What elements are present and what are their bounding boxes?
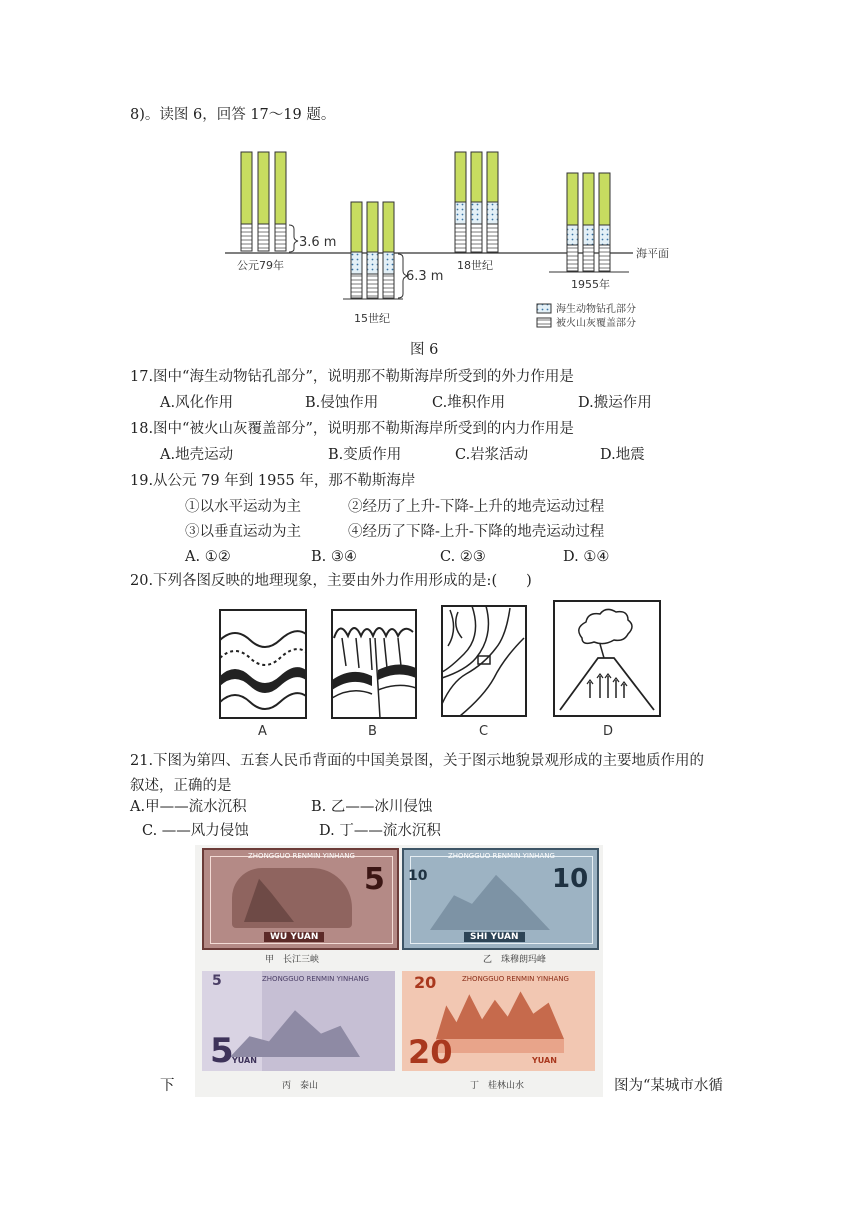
column-label-79ad: 公元79年 xyxy=(237,259,284,272)
q19-statement-3: ③以垂直运动为主 xyxy=(185,524,301,540)
column-group-18c xyxy=(455,152,498,272)
q19-option-b: B. ③④ xyxy=(311,549,357,565)
banknote-yi xyxy=(402,848,599,950)
height-label-6-3m: 6.3 m xyxy=(406,269,444,284)
bill-bing-footer: YUAN xyxy=(232,1056,257,1065)
figure-6-legend xyxy=(537,302,636,329)
bill-bing-numeral: 5 xyxy=(210,1031,234,1071)
q20-panel-d xyxy=(554,601,660,738)
bill-yi-numeral-small: 10 xyxy=(408,868,428,884)
bill-jia-header: ZHONGGUO RENMIN YINHANG xyxy=(248,852,355,860)
q21-option-b: B. 乙——冰川侵蚀 xyxy=(311,799,433,815)
q20-label-a: A xyxy=(258,724,267,738)
legend-label-ash: 被火山灰覆盖部分 xyxy=(556,318,636,329)
intro-line: 8)。读图 6，回答 17～19 题。 xyxy=(130,107,336,123)
q17-option-d: D.搬运作用 xyxy=(578,395,652,411)
question-17-stem: 17.图中“海生动物钻孔部分”，说明那不勒斯海岸所受到的外力作用是 xyxy=(130,369,574,385)
bill-yi-footer: SHI YUAN xyxy=(464,932,525,942)
bill-ding-header: ZHONGGUO RENMIN YINHANG xyxy=(462,975,569,983)
bill-ding-footer: YUAN xyxy=(532,1056,557,1065)
column-group-79ad xyxy=(237,152,336,272)
bill-ding-caption: 丁 桂林山水 xyxy=(470,1081,525,1091)
column-group-1955 xyxy=(549,173,629,291)
bill-bing-caption: 丙 泰山 xyxy=(282,1081,319,1091)
q18-option-b: B.变质作用 xyxy=(328,447,402,463)
q20-panel-c xyxy=(442,606,526,738)
q19-statement-2: ②经历了上升-下降-上升的地壳运动过程 xyxy=(348,499,605,515)
bill-jia-footer: WU YUAN xyxy=(264,932,324,942)
column-label-1955: 1955年 xyxy=(571,278,610,291)
q18-option-a: A.地壳运动 xyxy=(160,447,234,463)
sea-level-label: 海平面 xyxy=(636,247,669,260)
q19-option-a: A. ①② xyxy=(185,549,231,565)
q19-statement-4: ④经历了下降-上升-下降的地壳运动过程 xyxy=(348,524,605,540)
q20-label-c: C xyxy=(479,724,489,738)
q21-option-d: D. 丁——流水沉积 xyxy=(319,823,441,839)
q19-option-c: C. ②③ xyxy=(440,549,486,565)
banknote-ding xyxy=(402,971,595,1071)
bill-yi-header: ZHONGGUO RENMIN YINHANG xyxy=(448,852,555,860)
bill-yi-numeral: 10 xyxy=(552,864,589,894)
column-label-15c: 15世纪 xyxy=(354,312,390,325)
height-label-3-6m: 3.6 m xyxy=(299,235,337,250)
question-21-stem-line1: 21.下图为第四、五套人民币背面的中国美景图，关于图示地貌景观形成的主要地质作用的 xyxy=(130,753,705,769)
tail-left-text: 下 xyxy=(160,1078,175,1094)
q20-panel-a xyxy=(220,610,306,738)
figure-6-caption: 图 6 xyxy=(410,342,439,358)
bill-bing-numeral-small: 5 xyxy=(212,973,222,989)
column-label-18c: 18世纪 xyxy=(457,259,493,272)
column-group-15c xyxy=(343,202,443,325)
q17-option-b: B.侵蚀作用 xyxy=(305,395,379,411)
bill-jia-numeral: 5 xyxy=(364,862,385,897)
banknote-bing xyxy=(202,971,395,1071)
legend-label-borings: 海生动物钻孔部分 xyxy=(556,304,636,315)
figure-6-diagram xyxy=(215,142,690,337)
q19-option-d: D. ①④ xyxy=(563,549,610,565)
q21-option-a: A.甲——流水沉积 xyxy=(130,799,247,815)
q20-panel-b xyxy=(332,610,416,738)
bill-bing-header: ZHONGGUO RENMIN YINHANG xyxy=(262,975,369,983)
q18-option-c: C.岩浆活动 xyxy=(455,447,529,463)
q17-option-c: C.堆积作用 xyxy=(432,395,506,411)
bill-yi-caption: 乙 珠穆朗玛峰 xyxy=(483,955,547,965)
tail-right-text: 图为“某城市水循 xyxy=(614,1078,723,1094)
question-18-stem: 18.图中“被火山灰覆盖部分”，说明那不勒斯海岸所受到的内力作用是 xyxy=(130,421,574,437)
question-21-stem-line2: 叙述，正确的是 xyxy=(130,778,232,794)
q18-option-d: D.地震 xyxy=(600,447,645,463)
q19-statement-1: ①以水平运动为主 xyxy=(185,499,301,515)
question-20-stem: 20.下列各图反映的地理现象，主要由外力作用形成的是:( ) xyxy=(130,573,532,589)
q21-option-c: C. ——风力侵蚀 xyxy=(142,823,249,839)
bill-ding-numeral-small: 20 xyxy=(414,973,437,992)
question-19-stem: 19.从公元 79 年到 1955 年，那不勒斯海岸 xyxy=(130,473,416,489)
banknote-jia xyxy=(202,848,399,950)
q20-label-b: B xyxy=(368,724,377,738)
q20-label-d: D xyxy=(603,724,614,738)
bill-jia-caption: 甲 长江三峡 xyxy=(265,955,320,965)
q20-panels-figure xyxy=(210,598,670,738)
q17-option-a: A.风化作用 xyxy=(160,395,234,411)
bill-ding-numeral: 20 xyxy=(408,1033,453,1071)
